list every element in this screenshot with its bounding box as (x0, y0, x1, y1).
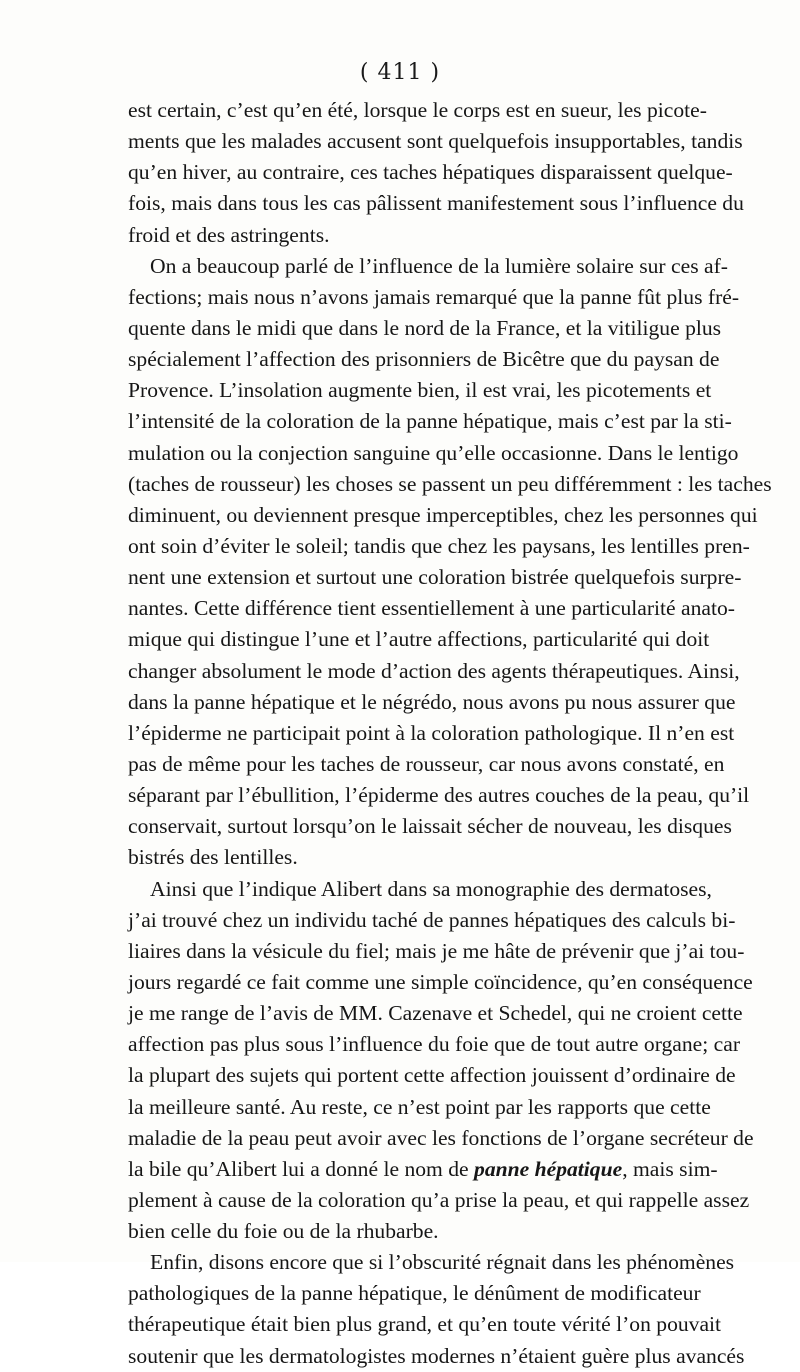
text-line: plement à cause de la coloration qu’a prise la peau, et qui rappelle assez (128, 1187, 750, 1212)
text-line: qu’en hiver, au contraire, ces taches hépatiques disparaissent quelque- (128, 160, 733, 185)
text-line: quente dans le midi que dans le nord de la France, et la vitiligue plus (128, 315, 722, 340)
text-line: séparant par l’ébullition, l’épiderme des autres couches de la peau, qu’il (128, 783, 750, 808)
text-line: pathologiques de la panne hépatique, le dénûment de modificateur (128, 1281, 701, 1306)
text-line: Ainsi que l’indique Alibert dans sa monographie des dermatoses, (150, 876, 712, 901)
text-line: pas de même pour les taches de rousseur, car nous avons constaté, en (128, 751, 725, 776)
text-line: changer absolument le mode d’action des agents thérapeutiques. Ainsi, (128, 658, 740, 683)
text-line: ments que les malades accusent sont quelquefois insupportables, tandis (128, 129, 743, 154)
text-line: affection pas plus sous l’influence du foie que de tout autre organe; car (128, 1032, 741, 1057)
text-line: On a beaucoup parlé de l’influence de la lumière solaire sur ces af- (150, 253, 728, 278)
paragraph (128, 1247, 745, 1372)
text-line: nent une extension et surtout une coloration bistrée quelquefois surpre- (128, 565, 742, 590)
italic-term: panne hépatique (474, 1156, 623, 1181)
text-line: fois, mais dans tous les cas pâlissent manifestement sous l’influence du (128, 191, 744, 216)
paragraph (128, 95, 744, 251)
text-line: Enfin, disons encore que si l’obscurité régnait dans les phénomènes (150, 1250, 735, 1275)
page-number: ( 411 ) (359, 60, 441, 85)
text-line: froid et des astringents. (128, 222, 330, 247)
text-line: la plupart des sujets qui portent cette affection jouissent d’ordinaire de (128, 1063, 736, 1088)
text-line: soutenir que les dermatologistes modernes n’étaient guère plus avancés (128, 1343, 745, 1368)
text-line: maladie de la peau peut avoir avec les fonctions de l’organe secréteur de (128, 1125, 754, 1150)
text-line: fections; mais nous n’avons jamais remarqué que la panne fût plus fré- (128, 284, 740, 309)
text-line: dans la panne hépatique et le négrédo, nous avons pu nous assurer que (128, 689, 736, 714)
text-line: je me range de l’avis de MM. Cazenave et Schedel, qui ne croient cette (128, 1001, 743, 1026)
text-line: mulation ou la conjection sanguine qu’elle occasionne. Dans le lentigo (128, 440, 739, 465)
text-line: ont soin d’éviter le soleil; tandis que chez les paysans, les lentilles pren- (128, 533, 750, 558)
paragraph (128, 874, 754, 1248)
text-line: thérapeutique était bien plus grand, et qu’en toute vérité l’on pouvait (128, 1312, 722, 1337)
text-line: bien celle du foie ou de la rhubarbe. (128, 1219, 439, 1244)
text-line: l’épiderme ne participait point à la coloration pathologique. Il n’en est (128, 720, 735, 745)
text-segment: , mais sim- (622, 1156, 718, 1181)
text-line: la meilleure santé. Au reste, ce n’est point par les rapports que cette (128, 1094, 711, 1119)
text-segment: la bile qu’Alibert lui a donné le nom de (128, 1156, 475, 1181)
text-line: j’ai trouvé chez un individu taché de pannes hépatiques des calculs bi- (128, 907, 736, 932)
paragraph (128, 251, 772, 874)
text-line (128, 1154, 718, 1185)
text-line: Provence. L’insolation augmente bien, il est vrai, les picotements et (128, 378, 712, 403)
text-line: l’intensité de la coloration de la panne hépatique, mais c’est par la sti- (128, 409, 732, 434)
text-line: nantes. Cette différence tient essentiellement à une particularité anato- (128, 596, 735, 621)
text-line: spécialement l’affection des prisonniers de Bicêtre que du paysan de (128, 347, 720, 372)
text-line: conservait, surtout lorsqu’on le laissait sécher de nouveau, les disques (128, 814, 732, 839)
text-line: liaires dans la vésicule du fiel; mais je me hâte de prévenir que j’ai tou- (128, 938, 745, 963)
text-line: jours regardé ce fait comme une simple coïncidence, qu’en conséquence (128, 969, 753, 994)
text-line: bistrés des lentilles. (128, 845, 298, 870)
text-line: mique qui distingue l’une et l’autre affections, particularité qui doit (128, 627, 710, 652)
text-line: (taches de rousseur) les choses se passent un peu différemment : les taches (128, 471, 772, 496)
text-line: est certain, c’est qu’en été, lorsque le corps est en sueur, les picote- (128, 98, 707, 122)
text-line: diminuent, ou deviennent presque imperceptibles, chez les personnes qui (128, 502, 758, 527)
body-text (128, 95, 772, 1372)
